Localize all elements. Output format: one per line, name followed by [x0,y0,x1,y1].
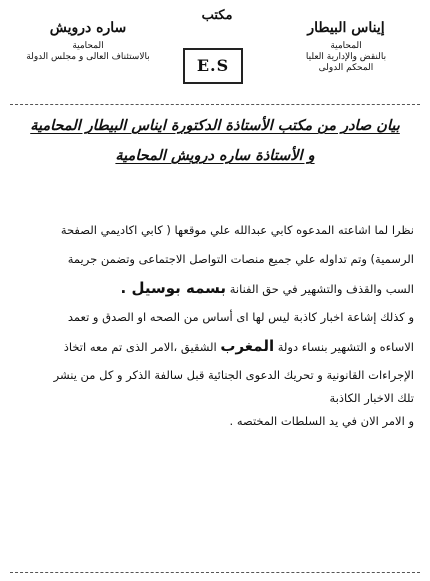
left-lawyer-title: المحامية [72,40,104,51]
right-lawyer-title: المحامية [330,40,362,51]
left-letterhead [14,20,162,63]
right-letterhead [272,20,420,74]
statement-title-line-1: بيان صادر من مكتب الأستاذة الدكتورة ايناس البيطار المحامية [30,117,400,134]
body-line-5-end: الشقيق ،الامر الذى تم معه اتخاذ [63,340,217,354]
statement-title-line-2: و الأستاذة ساره درويش المحامية [115,147,315,164]
body-line-4: و كذلك إشاعة اخبار كاذبة ليس لها اى أساس من الصحه او الصدق و تعمد [67,310,414,324]
body-line-5-start: الاساءه و التشهير بنساء دولة [277,340,414,354]
footer-divider [10,572,420,573]
left-lawyer-name: ساره درويش [49,20,127,36]
body-line-8: و الامر الان في يد السلطات المختصه . [229,414,414,428]
artist-name: بسمه بوسيل . [120,279,227,297]
office-logo: E.S [183,48,243,84]
left-lawyer-court: بالاستئناف العالى و مجلس الدولة [26,51,150,62]
body-line-2: الرسمية) وتم تداوله علي جميع منصات التواصل الاجتماعى وتضمن جريمة [67,252,414,266]
body-line-6: الإجراءات القانونية و تحريك الدعوى الجنائية قبل سالفة الذكر و كل من ينشر [53,368,414,382]
body-line-3-text: السب والقذف والتشهير في حق الفنانة [229,282,414,296]
body-line-3 [12,280,414,297]
header-divider [10,104,420,105]
right-lawyer-court: بالنقض والإدارية العليا [305,51,387,62]
body-line-5 [12,338,414,355]
country-name: المغرب [220,337,275,355]
body-line-7: تلك الاخبار الكاذبة [329,391,414,405]
office-title: مكتب [201,8,233,23]
right-lawyer-name: إيناس البيطار [307,20,385,36]
body-line-1: نظرا لما اشاعته المدعوه كابي عبدالله علي موقعها ( كابي اكاديمي الصفحة [60,223,414,237]
right-lawyer-arbitrator: المحكم الدولى [318,63,374,73]
